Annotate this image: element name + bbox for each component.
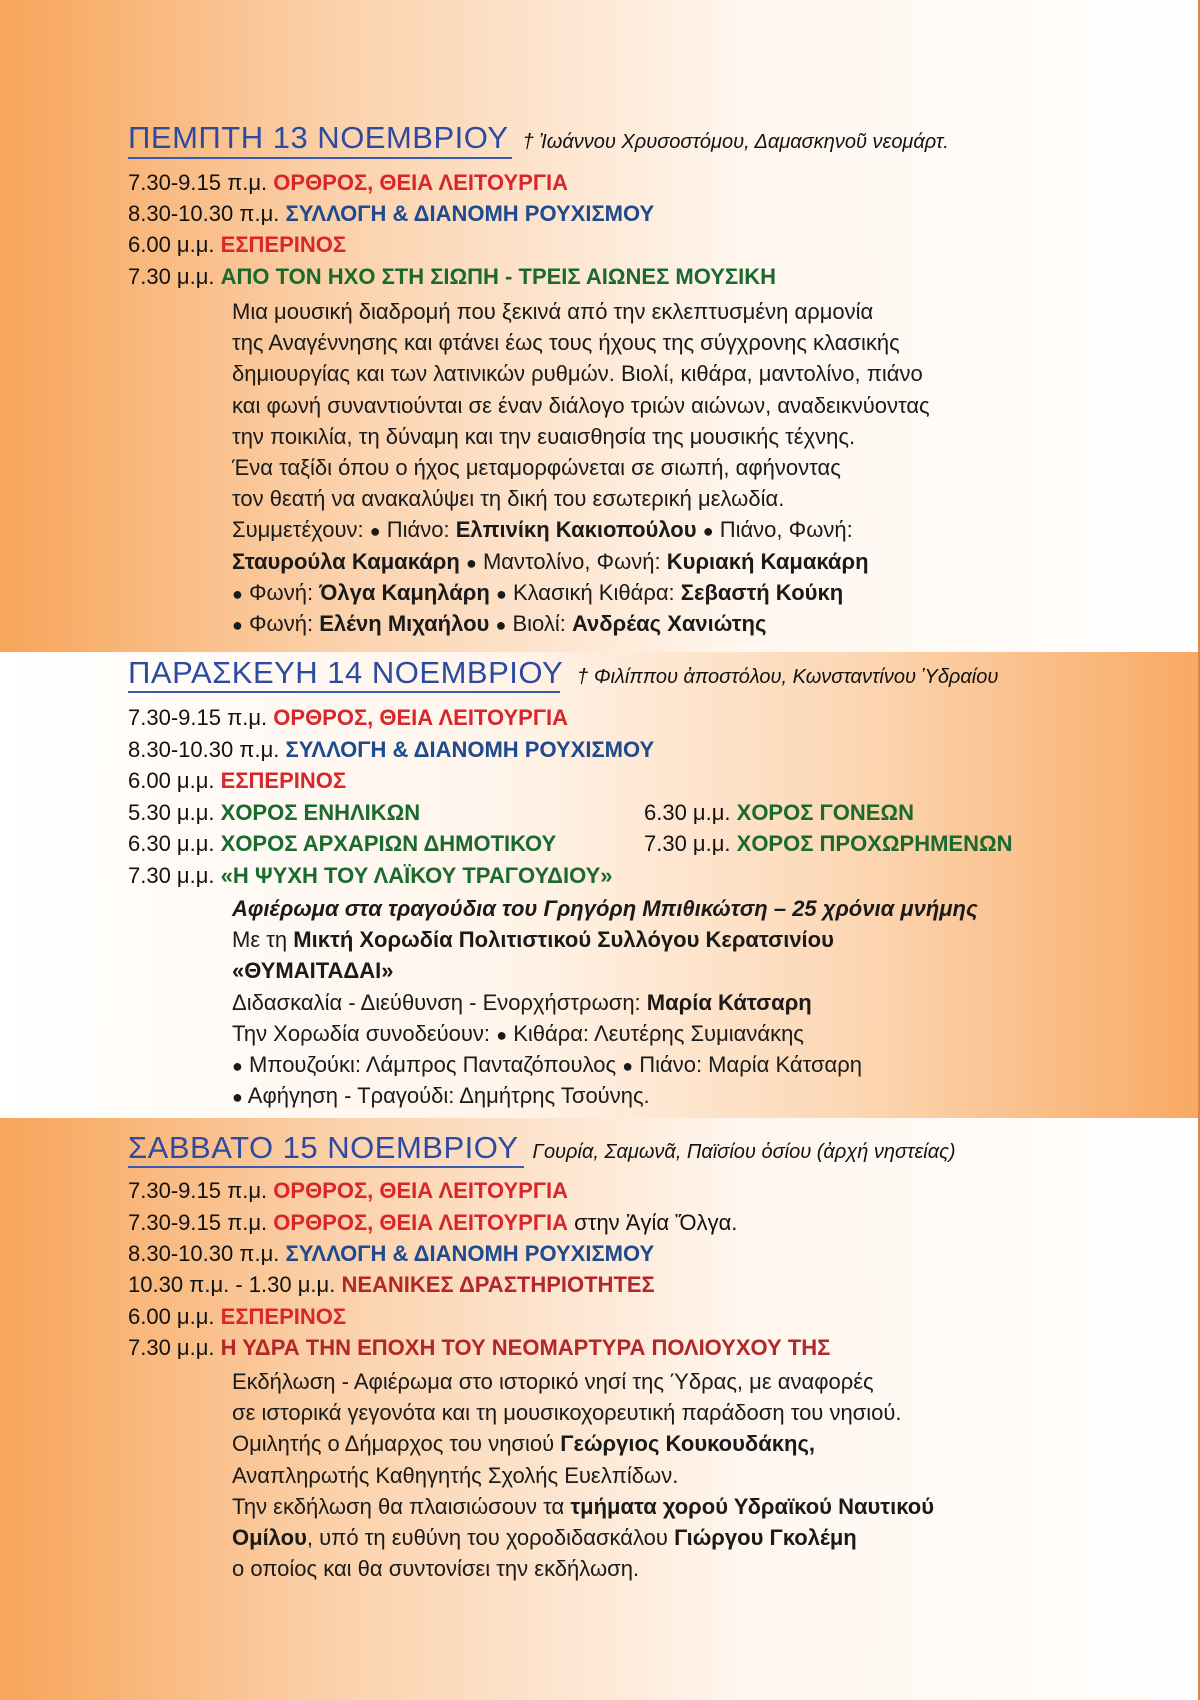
participant-role: Φωνή: (249, 610, 314, 636)
accompany-intro: Την Χορωδία συνοδεύουν: (232, 1020, 491, 1046)
day-title: ΠΑΡΑΣΚΕΥΗ 14 ΝΟΕΜΒΡΙΟΥ (128, 655, 564, 690)
item-time: 6.30 μ.μ. (128, 831, 215, 856)
schedule-item (128, 705, 568, 731)
participant-role: Φωνή: (249, 579, 314, 605)
item-time: 7.30 μ.μ. (644, 831, 731, 856)
bullet-icon: ● (495, 583, 507, 604)
description-line (232, 1491, 934, 1522)
description-line: Εκδήλωση - Αφιέρωμα στο ιστορικό νησί της Ύδρας, με αναφορές (232, 1369, 874, 1394)
saint-commemoration: † Φιλίππου ἀποστόλου, Κωνσταντίνου Ὑδραίου (577, 666, 999, 688)
item-time: 8.30-10.30 π.μ. (128, 1241, 280, 1266)
item-time: 8.30-10.30 π.μ. (128, 201, 280, 226)
item-title: ΣΥΛΛΟΓΗ & ΔΙΑΝΟΜΗ ΡΟΥΧΙΣΜΟΥ (285, 201, 655, 226)
item-title: «Η ΨΥΧΗ ΤΟΥ ΛΑΪΚΟΥ ΤΡΑΓΟΥΔΙΟΥ» (220, 863, 613, 888)
description-line: την ποικιλία, τη δύναμη και την ευαισθησία της μουσικής τέχνης. (232, 423, 856, 449)
description-text: Ομιλητής ο Δήμαρχος του νησιού (232, 1431, 555, 1457)
saint-commemoration: Γουρία, Σαμωνᾶ, Παϊσίου ὁσίου (ἀρχή νηστείας) (532, 1141, 956, 1163)
day-title: ΠΕΜΠΤΗ 13 ΝΟΕΜΒΡΙΟΥ (128, 120, 509, 155)
accompanist: Μπουζούκι: Λάμπρος Πανταζόπουλος (249, 1051, 617, 1077)
item-title: ΧΟΡΟΣ ΠΡΟΧΩΡΗΜΕΝΩΝ (736, 831, 1013, 856)
bullet-icon: ● (232, 614, 243, 635)
item-time: 7.30-9.15 π.μ. (128, 705, 268, 730)
item-title: ΕΣΠΕΡΙΝΟΣ (220, 232, 347, 257)
item-time: 6.00 μ.μ. (128, 232, 215, 257)
description-text: , υπό τη ευθύνη του χοροδιδασκάλου (306, 1524, 668, 1550)
tribute-line: Αφιέρωμα στα τραγούδια του Γρηγόρη Μπιθικώτση – 25 χρόνια μνήμης (232, 896, 978, 921)
schedule-item (128, 1304, 346, 1330)
participant-name: Σεβαστή Κούκη (680, 579, 844, 605)
day-heading (128, 655, 998, 691)
participants-intro: Συμμετέχουν: (232, 517, 364, 543)
participant-name: Ανδρέας Χανιώτης (571, 610, 767, 636)
dance-group: τμήματα χορού Υδραϊκού Ναυτικού (570, 1493, 934, 1519)
item-title: ΝΕΑΝΙΚΕΣ ΔΡΑΣΤΗΡΙΟΤΗΤΕΣ (341, 1272, 655, 1297)
schedule-item (128, 737, 654, 763)
item-title: ΟΡΘΡΟΣ, ΘΕΙΑ ΛΕΙΤΟΥΡΓΙΑ (273, 170, 569, 195)
schedule-item (644, 831, 1013, 857)
bullet-icon: ● (496, 1024, 508, 1045)
heading-underline (128, 1166, 524, 1168)
item-title: ΧΟΡΟΣ ΑΡΧΑΡΙΩΝ ΔΗΜΟΤΙΚΟΥ (220, 831, 557, 856)
description-line (232, 1080, 978, 1111)
bullet-icon: ● (495, 614, 507, 635)
schedule-item (128, 863, 612, 889)
item-time: 7.30-9.15 π.μ. (128, 170, 268, 195)
accompanist: Κιθάρα: Λευτέρης Συμιανάκης (513, 1020, 804, 1046)
description-line (232, 1522, 934, 1553)
description-line (232, 1428, 934, 1459)
item-time: 7.30 μ.μ. (128, 863, 215, 888)
speaker-name: Γεώργιος Κουκουδάκης, (560, 1431, 816, 1457)
event-description (232, 296, 930, 639)
bullet-icon: ● (232, 1087, 243, 1108)
heading-underline (128, 691, 560, 693)
description-line: τον θεατή να ανακαλύψει τη δική του εσωτερική μελωδία. (232, 486, 785, 512)
item-title: ΟΡΘΡΟΣ, ΘΕΙΑ ΛΕΙΤΟΥΡΓΙΑ (273, 1178, 569, 1203)
day-heading (128, 1130, 956, 1166)
participants-line (232, 608, 930, 639)
teacher-name: Γιώργου Γκολέμη (674, 1524, 857, 1550)
saint-commemoration: † Ἰωάννου Χρυσοστόμου, Δαμασκηνοῦ νεομάρτ. (522, 131, 949, 153)
bullet-icon: ● (232, 583, 243, 604)
choir-title: «ΘΥΜΑΙΤΑΔΑΙ» (232, 958, 394, 984)
bullet-icon: ● (702, 521, 714, 542)
item-title: ΣΥΛΛΟΓΗ & ΔΙΑΝΟΜΗ ΡΟΥΧΙΣΜΟΥ (285, 1241, 655, 1266)
schedule-item (128, 1272, 655, 1298)
item-time: 7.30-9.15 π.μ. (128, 1210, 268, 1235)
direction-label: Διδασκαλία - Διεύθυνση - Ενορχήστρωση: (232, 989, 641, 1015)
item-time: 7.30 μ.μ. (128, 264, 215, 289)
schedule-item (128, 201, 654, 227)
heading-underline (128, 157, 512, 159)
description-line (232, 1049, 978, 1080)
participant-name: Όλγα Καμηλάρη (319, 579, 490, 605)
schedule-item (128, 768, 346, 794)
dance-group: Ομίλου (232, 1524, 307, 1550)
item-title: ΟΡΘΡΟΣ, ΘΕΙΑ ΛΕΙΤΟΥΡΓΙΑ (273, 1210, 569, 1235)
bullet-icon: ● (232, 1055, 243, 1076)
description-line: δημιουργίας και των λατινικών ρυθμών. Βιολί, κιθάρα, μαντολίνο, πιάνο (232, 361, 923, 387)
item-time: 6.00 μ.μ. (128, 768, 215, 793)
schedule-item (128, 1241, 654, 1267)
schedule-item (128, 264, 776, 290)
participant-role: Κλασική Κιθάρα: (512, 579, 675, 605)
schedule-item (128, 1178, 568, 1204)
bullet-icon: ● (622, 1055, 634, 1076)
item-title: ΕΣΠΕΡΙΝΟΣ (220, 1304, 347, 1329)
schedule-item (128, 1335, 830, 1361)
item-time: 6.00 μ.μ. (128, 1304, 215, 1329)
description-line: ο οποίος και θα συντονίσει την εκδήλωση. (232, 1556, 640, 1582)
participant-role: Μαντολίνο, Φωνή: (482, 548, 661, 574)
item-time: 8.30-10.30 π.μ. (128, 737, 280, 762)
item-time: 10.30 π.μ. - 1.30 μ.μ. (128, 1272, 336, 1297)
schedule-item (128, 831, 556, 857)
participant-name: Ελπινίκη Κακιοπούλου (455, 517, 697, 543)
accompanist: Πιάνο: Μαρία Κάτσαρη (639, 1051, 863, 1077)
event-description (232, 893, 978, 1111)
participant-name: Κυριακή Καμακάρη (666, 548, 869, 574)
participants-line (232, 546, 930, 577)
schedule-item (128, 800, 420, 826)
day-title: ΣΑΒΒΑΤΟ 15 ΝΟΕΜΒΡΙΟΥ (128, 1130, 519, 1165)
item-time: 7.30-9.15 π.μ. (128, 1178, 268, 1203)
bullet-icon: ● (369, 521, 381, 542)
description-line (232, 1018, 978, 1049)
item-title: ΑΠΟ ΤΟΝ ΗΧΟ ΣΤΗ ΣΙΩΠΗ - ΤΡΕΙΣ ΑΙΩΝΕΣ ΜΟΥΣΙΚΗ (220, 264, 777, 289)
item-title: ΣΥΛΛΟΓΗ & ΔΙΑΝΟΜΗ ΡΟΥΧΙΣΜΟΥ (285, 737, 655, 762)
item-title: ΧΟΡΟΣ ΓΟΝΕΩΝ (736, 800, 914, 825)
description-line (232, 924, 978, 955)
description-line: Αναπληρωτής Καθηγητής Σχολής Ευελπίδων. (232, 1462, 679, 1488)
item-title: ΕΣΠΕΡΙΝΟΣ (220, 768, 347, 793)
description-line: και φωνή συναντιούνται σε έναν διάλογο τριών αιώνων, αναδεικνύοντας (232, 392, 930, 418)
accompanist: Αφήγηση - Τραγούδι: Δημήτρης Τσούνης. (247, 1083, 650, 1109)
bullet-icon: ● (465, 552, 477, 573)
schedule-item (128, 1210, 737, 1236)
schedule-item (128, 232, 346, 258)
item-title: Η ΥΔΡΑ ΤΗΝ ΕΠΟΧΗ ΤΟΥ ΝΕΟΜΑΡΤΥΡΑ ΠΟΛΙΟΥΧΟΥ ΤΗΣ (220, 1335, 831, 1360)
description-line: Μια μουσική διαδρομή που ξεκινά από την εκλεπτυσμένη αρμονία (232, 299, 874, 324)
schedule-item (128, 170, 568, 196)
event-description (232, 1366, 934, 1584)
description-line: της Αναγέννησης και φτάνει έως τους ήχους της σύγχρονης κλασικής (232, 330, 900, 356)
schedule-item (644, 800, 914, 826)
participants-line (232, 514, 930, 545)
item-time: 6.30 μ.μ. (644, 800, 731, 825)
item-title: ΟΡΘΡΟΣ, ΘΕΙΑ ΛΕΙΤΟΥΡΓΙΑ (273, 705, 569, 730)
description-line: σε ιστορικά γεγονότα και τη μουσικοχορευτική παράδοση του νησιού. (232, 1400, 902, 1426)
description-line: Ένα ταξίδι όπου ο ήχος μεταμορφώνεται σε σιωπή, αφήνοντας (232, 454, 841, 480)
item-time: 7.30 μ.μ. (128, 1335, 215, 1360)
choir-name: Μικτή Χορωδία Πολιτιστικού Συλλόγου Κερατσινίου (293, 927, 834, 953)
description-text: Την εκδήλωση θα πλαισιώσουν τα (232, 1493, 565, 1519)
description-text: Με τη (232, 927, 288, 953)
item-title: ΧΟΡΟΣ ΕΝΗΛΙΚΩΝ (220, 800, 421, 825)
participant-role: Βιολί: (512, 610, 566, 636)
director-name: Μαρία Κάτσαρη (646, 989, 812, 1015)
item-location: στην Ἁγία Ὄλγα. (574, 1210, 738, 1235)
participant-role: Πιάνο: (386, 517, 450, 543)
participants-line (232, 577, 930, 608)
day-heading (128, 120, 949, 156)
participant-name: Ελένη Μιχαήλου (319, 610, 490, 636)
description-line (232, 987, 978, 1018)
participant-role: Πιάνο, Φωνή: (719, 517, 853, 543)
item-time: 5.30 μ.μ. (128, 800, 215, 825)
participant-name: Σταυρούλα Καμακάρη (232, 548, 460, 574)
